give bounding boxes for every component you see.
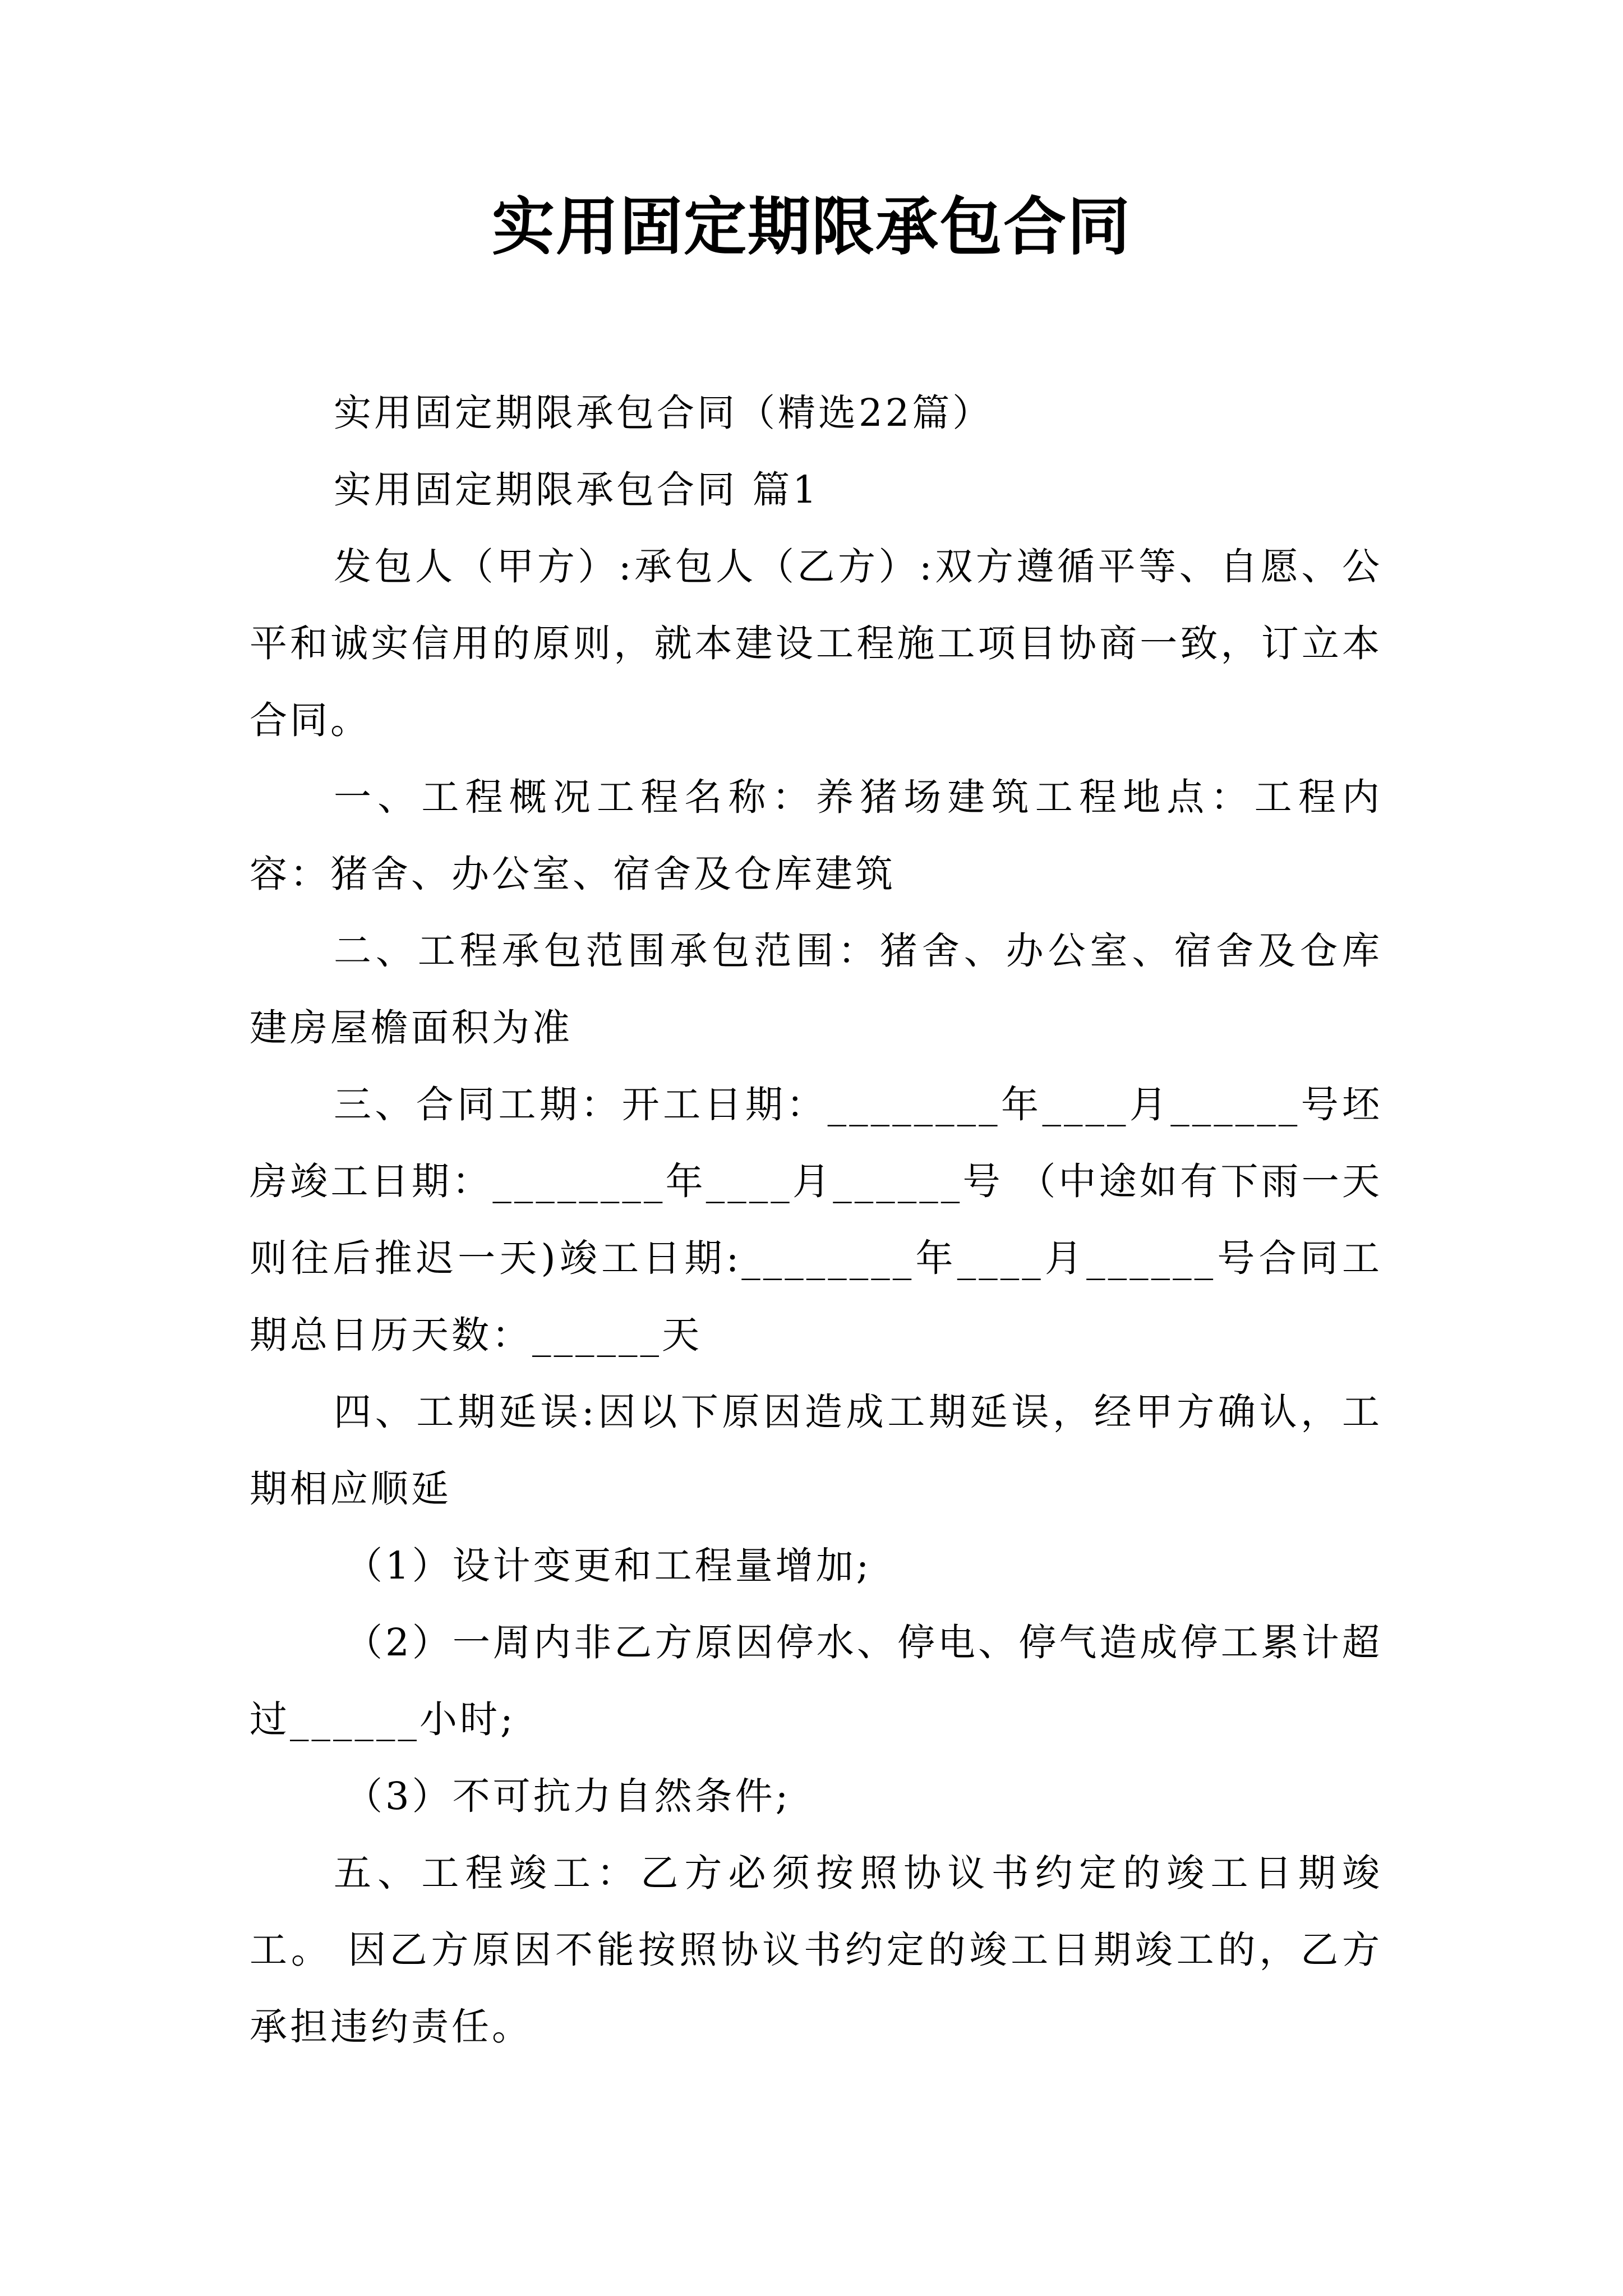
paragraph-delay: 四、工期延误:因以下原因造成工期延误，经甲方确认，工期相应顺延 — [250, 1390, 1382, 1511]
list-item-delay-1: （1）设计变更和工程量增加; — [345, 1544, 872, 1588]
paragraph-section-heading: 实用固定期限承包合同 篇1 — [334, 468, 819, 512]
paragraph-parties: 发包人（甲方）:承包人（乙方）:双方遵循平等、自愿、公平和诚实信用的原则，就本建设工程施工项目协商一致，订立本合同。 — [250, 545, 1382, 742]
paragraph-contract-scope: 二、工程承包范围承包范围：猪舍、办公室、宿舍及仓库建房屋檐面积为准 — [250, 929, 1382, 1050]
paragraph-project-overview: 一、工程概况工程名称：养猪场建筑工程地点：工程内容：猪舍、办公室、宿舍及仓库建筑 — [250, 775, 1382, 896]
paragraph-completion: 五、工程竣工：乙方必须按照协议书约定的竣工日期竣工。 因乙方原因不能按照协议书约定的竣工日期竣工的，乙方承担违约责任。 — [250, 1851, 1382, 2049]
document-title: 实用固定期限承包合同 — [492, 190, 1131, 264]
list-item-delay-2: （2）一周内非乙方原因停水、停电、停气造成停工累计超过______小时; — [250, 1621, 1382, 1741]
paragraph-contract-period: 三、合同工期：开工日期：________年____月______号坯房竣工日期：________年____月______号 （中途如有下雨一天则往后推迟一天)竣工日期:________年____月______号合同工期总日历天数：______天 — [250, 1083, 1382, 1357]
document-body — [250, 375, 1382, 2065]
list-item-delay-3: （3）不可抗力自然条件; — [345, 1774, 791, 1818]
paragraph-subtitle: 实用固定期限承包合同（精选22篇） — [334, 391, 993, 435]
